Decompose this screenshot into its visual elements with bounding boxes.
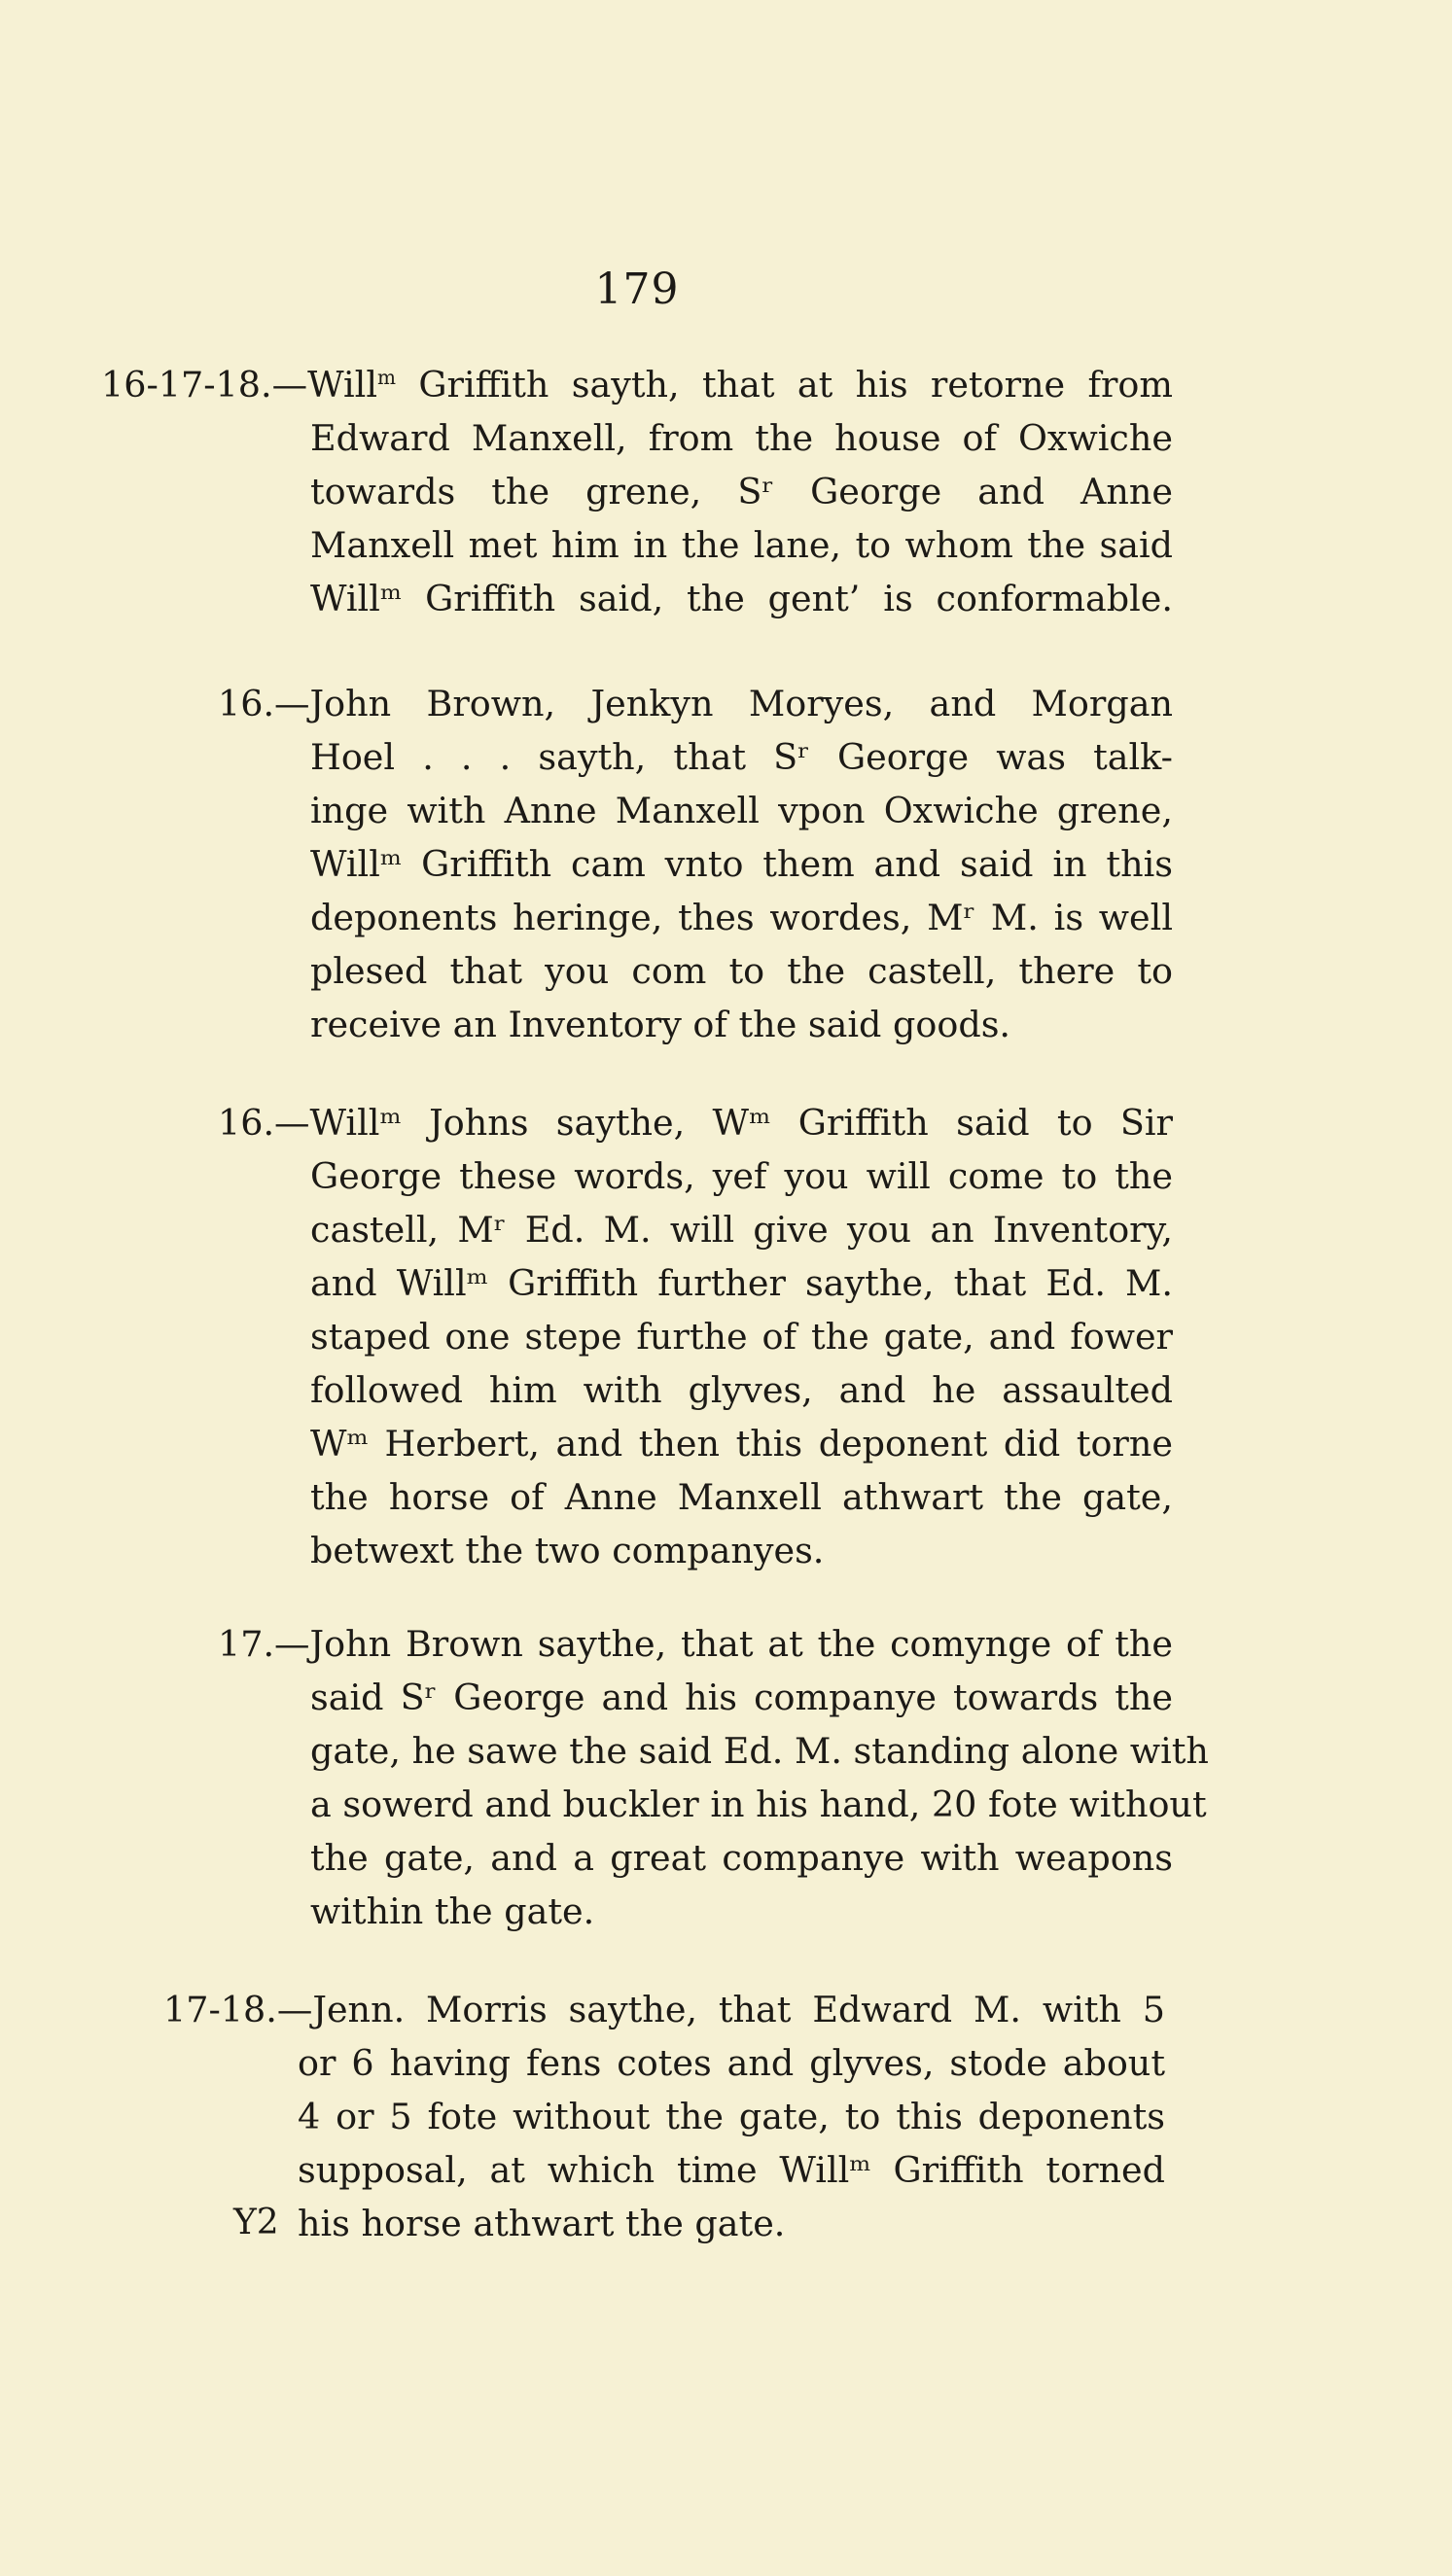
entry-line: a sowerd and buckler in his hand, 20 fote without bbox=[310, 1783, 1207, 1825]
entry-line: inge with Anne Manxell vpon Oxwiche grene, bbox=[310, 790, 1173, 831]
entry-first-line: 17-18.—Jenn. Morris saythe, that Edward M. with 5 bbox=[163, 1989, 1165, 2030]
entry-line: Hoel . . . sayth, that Sʳ George was talk- bbox=[310, 736, 1173, 778]
entry-line: 4 or 5 fote without the gate, to this deponents bbox=[298, 2096, 1165, 2137]
entry-line: George these words, yef you will come to the bbox=[310, 1155, 1173, 1197]
entry-line: Manxell met him in the lane, to whom the said bbox=[310, 524, 1173, 566]
entry-first-line: 16.—John Brown, Jenkyn Moryes, and Morgan bbox=[218, 683, 1173, 724]
entry-line: staped one stepe furthe of the gate, and fower bbox=[310, 1316, 1173, 1358]
entry-line: followed him with glyves, and he assaulted bbox=[310, 1369, 1173, 1411]
entry-line: gate, he sawe the said Ed. M. standing alone with bbox=[310, 1730, 1209, 1772]
signature-mark: Y2 bbox=[233, 2203, 279, 2242]
entry-first-line: 16.—Willᵐ Johns saythe, Wᵐ Griffith said to Sir bbox=[218, 1102, 1173, 1144]
entry-line: betwext the two companyes. bbox=[310, 1530, 825, 1571]
deposition-entry bbox=[218, 1096, 1173, 1577]
deposition-entry bbox=[218, 1617, 1209, 1938]
entry-line: the horse of Anne Manxell athwart the gate, bbox=[310, 1476, 1173, 1518]
entry-first-line: 17.—John Brown saythe, that at the comynge of the bbox=[218, 1623, 1173, 1665]
entry-line: castell, Mʳ Ed. M. will give you an Inventory, bbox=[310, 1209, 1173, 1251]
entry-line: supposal, at which time Willᵐ Griffith torned bbox=[298, 2149, 1165, 2191]
page-number: 179 bbox=[594, 265, 680, 314]
entry-line: Edward Manxell, from the house of Oxwiche bbox=[310, 417, 1173, 459]
entry-line: or 6 having fens cotes and glyves, stode about bbox=[298, 2042, 1165, 2084]
entry-line: within the gate. bbox=[310, 1890, 595, 1932]
entry-lead: 16-17-18.—Will bbox=[101, 364, 377, 406]
entry-line: said Sʳ George and his companye towards the bbox=[310, 1676, 1173, 1718]
entry-line: towards the grene, Sʳ George and Anne bbox=[310, 471, 1173, 512]
entry-line: Wᵐ Herbert, and then this deponent did torne bbox=[310, 1423, 1173, 1464]
entry-first-line bbox=[101, 358, 1173, 411]
entry-line: deponents heringe, thes wordes, Mʳ M. is well bbox=[310, 897, 1173, 938]
entry-line: plesed that you com to the castell, there to bbox=[310, 950, 1173, 992]
superscript: m bbox=[377, 365, 397, 389]
deposition-entry bbox=[101, 358, 1173, 625]
entry-line: receive an Inventory of the said goods. bbox=[310, 1004, 1011, 1045]
entry-line: Willᵐ Griffith said, the gent’ is conformable. bbox=[310, 578, 1173, 619]
deposition-entry bbox=[163, 1983, 1165, 2250]
entry-line: and Willᵐ Griffith further saythe, that Ed. M. bbox=[310, 1262, 1173, 1304]
entry-line: his horse athwart the gate. bbox=[298, 2203, 786, 2244]
deposition-entry bbox=[218, 677, 1173, 1051]
entry-line: Willᵐ Griffith cam vnto them and said in this bbox=[310, 843, 1173, 885]
entry-line: the gate, and a great companye with weapons bbox=[310, 1837, 1173, 1879]
entry-first-rest: Griffith sayth, that at his retorne from bbox=[396, 364, 1173, 406]
